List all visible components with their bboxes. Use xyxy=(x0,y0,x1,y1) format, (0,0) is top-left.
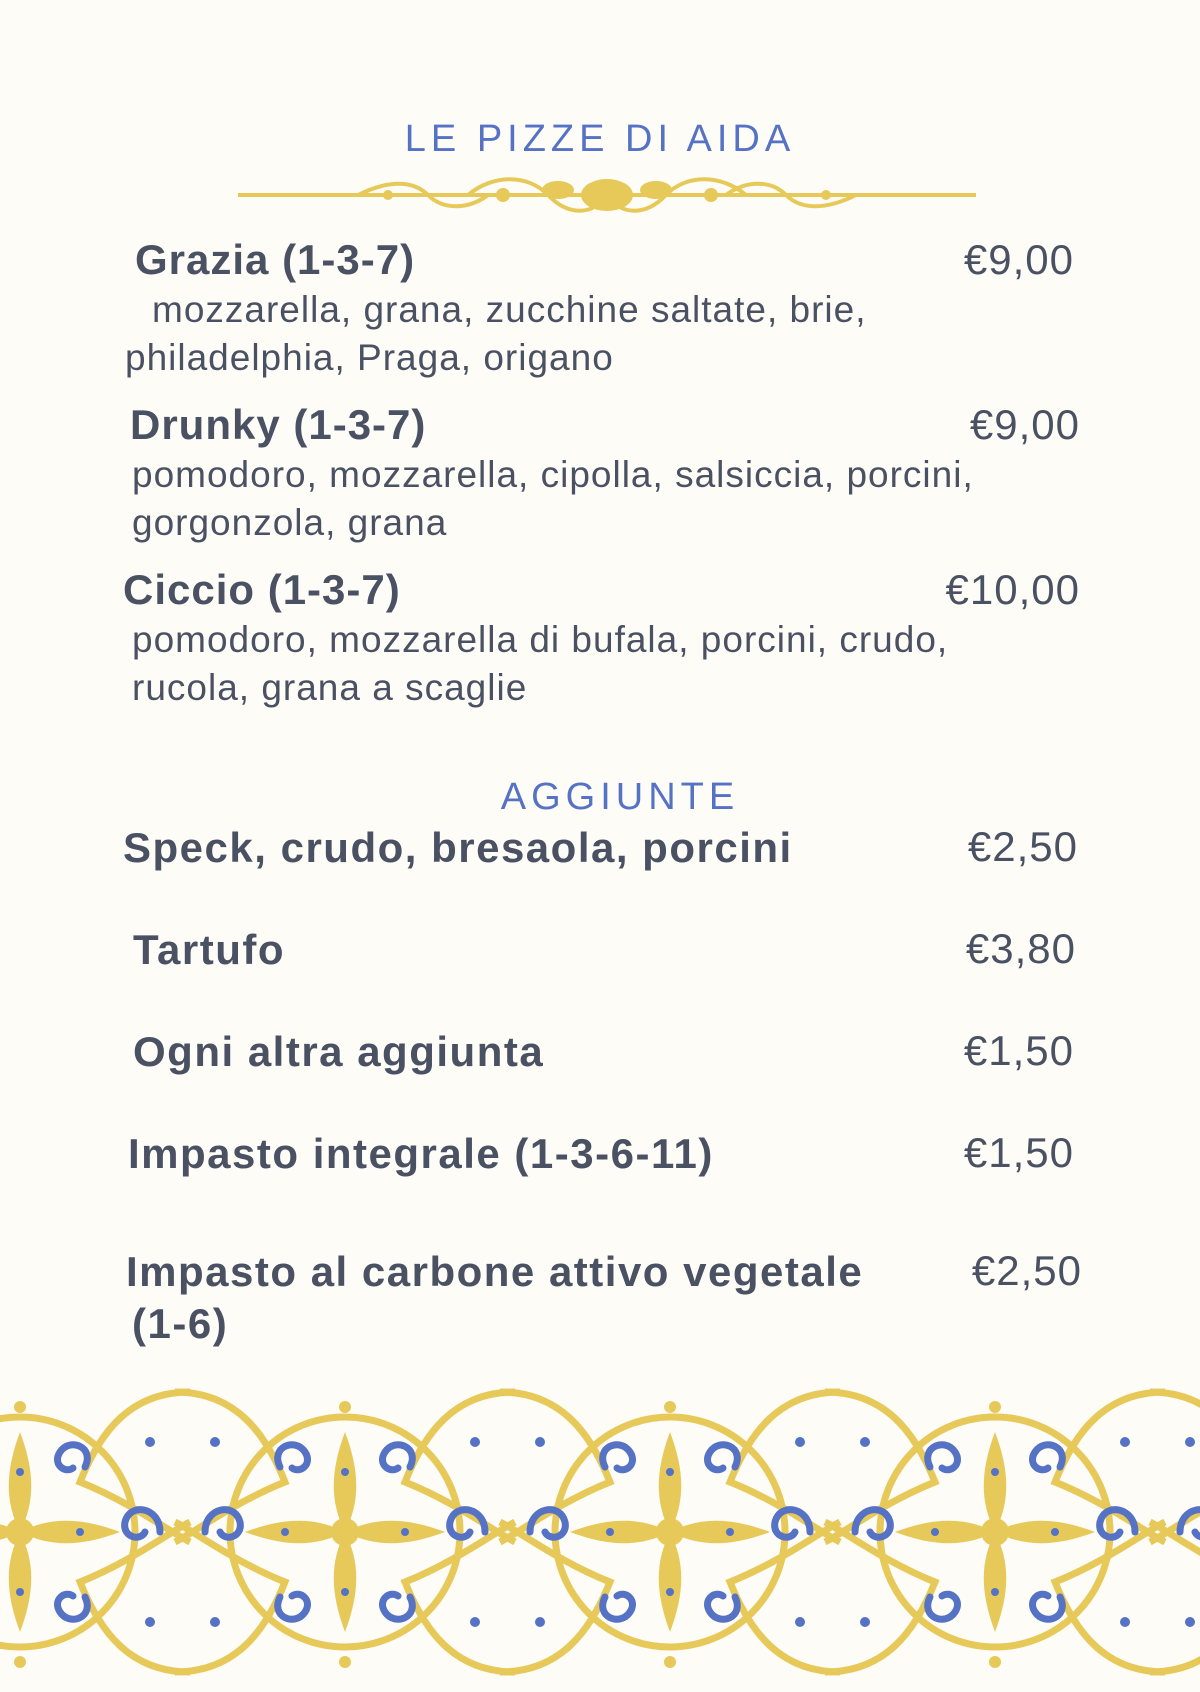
extras-title: AGGIUNTE xyxy=(500,776,740,818)
extra-name: Speck, crudo, bresaola, porcini xyxy=(123,824,793,871)
pizza-name: Grazia (1-3-7) xyxy=(135,236,416,283)
pizza-price: €10,00 xyxy=(945,566,1080,613)
pizza-description: pomodoro, mozzarella, cipolla, salsiccia, porcini, xyxy=(132,454,974,495)
pizza-price: €9,00 xyxy=(969,401,1080,448)
pizza-description: gorgonzola, grana xyxy=(132,502,448,543)
extra-price: €2,50 xyxy=(967,823,1078,870)
extra-name: Ogni altra aggiunta xyxy=(133,1028,545,1075)
extra-price: €1,50 xyxy=(963,1129,1074,1176)
majolica-tile-pattern-icon xyxy=(0,1372,1200,1692)
extra-name: Impasto al carbone attivo vegetale xyxy=(126,1248,864,1295)
pizza-description: philadelphia, Praga, origano xyxy=(125,337,614,378)
extra-price: €1,50 xyxy=(963,1027,1074,1074)
extra-name: Impasto integrale (1-3-6-11) xyxy=(128,1130,714,1177)
pizza-description: pomodoro, mozzarella di bufala, porcini, crudo, xyxy=(132,619,949,660)
extra-name: Tartufo xyxy=(133,926,286,973)
pizza-description: rucola, grana a scaglie xyxy=(132,667,528,708)
extra-price: €2,50 xyxy=(971,1247,1082,1294)
pizza-name: Ciccio (1-3-7) xyxy=(123,566,401,613)
ornamental-divider-icon xyxy=(238,172,976,218)
extra-name-continuation: (1-6) xyxy=(132,1300,229,1347)
extra-price: €3,80 xyxy=(965,925,1076,972)
pizza-description: mozzarella, grana, zucchine saltate, brie, xyxy=(152,289,867,330)
pizza-name: Drunky (1-3-7) xyxy=(130,401,427,448)
menu-title: LE PIZZE DI AIDA xyxy=(404,118,796,160)
pizza-price: €9,00 xyxy=(963,236,1074,283)
